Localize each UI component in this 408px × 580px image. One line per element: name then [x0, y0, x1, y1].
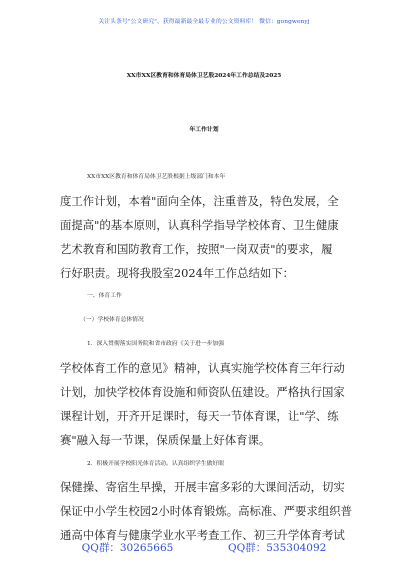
- document-title-line-1: XX市XX区教育和体育局体卫艺股2024年工作总结及2025: [126, 73, 282, 79]
- body-line: 学校体育工作的意见》精神，认真实施学校体育三年行动: [60, 361, 345, 375]
- body-line: 度工作计划，本着"面向全体，注重普及，特色发展，全: [60, 194, 339, 208]
- footer-contact: [0, 540, 408, 555]
- body-line: 艺术教育和国防教育工作，按照"一岗双责"的要求，履: [60, 242, 333, 256]
- body-line: 保证中小学生校园2小时体育锻炼。高标准、严要求组织普: [60, 504, 353, 518]
- body-line: 赛"融入每一节课，保质保量上好体育课。: [60, 433, 271, 447]
- footer-qq-group-2: QQ群：535304092: [228, 542, 327, 554]
- body-line: 保健操、寄宿生早操，开展丰富多彩的大课间活动，切实: [60, 480, 345, 494]
- body-line: XX市XX区教育和体育局体卫艺股根据上级部门和本年: [87, 174, 226, 180]
- document-title-line-2: 年工作计划: [189, 127, 219, 133]
- body-line: 课程计划，开齐开足课时，每天一节体育课，让"学、练: [60, 409, 339, 423]
- body-line: 1．深入贯彻落实国务院和省市政府《关于进一步加强: [87, 341, 225, 347]
- subsection-heading: （一）学校体育总体情况: [80, 317, 144, 323]
- section-heading: 一、体育工作: [87, 293, 122, 299]
- body-line: 面提高"的基本原则，认真科学指导学校体育、卫生健康: [60, 218, 339, 232]
- header-banner: 关注头条号"公文研究"，获得最新最全最专业的公文资料库！ 微信：gongwenyj: [98, 19, 310, 25]
- footer-qq-group-1: QQ群：30265665: [81, 542, 174, 554]
- body-line: 2．积极开展学校阳光体育活动。认真组织学生做好眼: [87, 461, 225, 467]
- body-line: 计划，加快学校体育设施和师资队伍建设。严格执行国家: [60, 385, 345, 399]
- body-line: 通高中体育与健康学业水平考查工作、初三升学体育考试: [60, 528, 345, 542]
- body-line: 行好职责。现将我股室2024年工作总结如下：: [60, 266, 295, 280]
